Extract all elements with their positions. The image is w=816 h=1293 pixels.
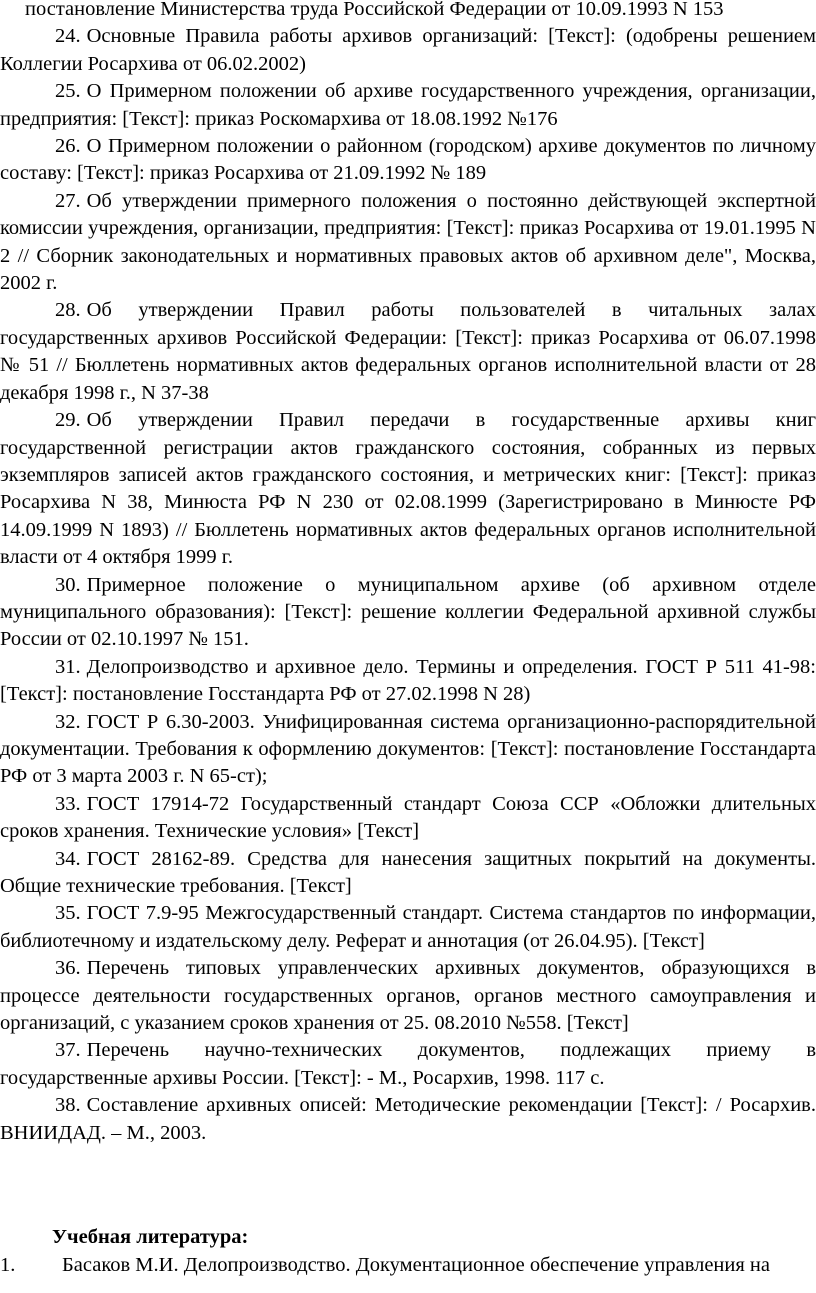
reference-number: 34. xyxy=(55,847,81,870)
reference-item xyxy=(0,1092,816,1147)
reference-item xyxy=(0,1037,816,1092)
study-list-item xyxy=(0,1252,816,1279)
reference-text: О Примерном положении об архиве государственного учреждения, организации, предприятия: [Текст]: приказ Роскомархива от 18.08.1992 №176 xyxy=(0,80,816,130)
reference-item xyxy=(0,297,816,407)
reference-item xyxy=(0,1147,816,1174)
reference-text: Составление архивных описей: Методические рекомендации [Текст]: / Росархив. ВНИИДАД. – М., 2003. xyxy=(0,1094,816,1144)
reference-text: Об утверждении Правил работы пользователей в читальных залах государственных архивов Российской Федерации: [Текст]: приказ Росархива от 06.07.1998 № 51 // Бюллетень нормативных актов федеральных органов исполнительной власти от 28 декабря 1998 г., N 37-38 xyxy=(0,299,816,404)
reference-number: 36. xyxy=(55,957,81,980)
reference-item xyxy=(0,955,816,1037)
reference-number: 37. xyxy=(55,1039,81,1062)
reference-number: 31. xyxy=(55,655,81,678)
section-heading: Учебная литература: xyxy=(52,1226,249,1249)
reference-number: 27. xyxy=(55,189,81,212)
reference-item xyxy=(0,78,816,133)
reference-item xyxy=(0,23,816,78)
reference-item xyxy=(0,846,816,901)
reference-text: Об утверждении примерного положения о постоянно действующей экспертной комиссии учреждения, организации, предприятия: [Текст]: приказ Росархива от 19.01.1995 N 2 // Сборник законодательных и нормативных правовых актов об архивном деле", Москва, 2002 г. xyxy=(0,189,816,295)
reference-text: ГОСТ 7.9-95 Межгосударственный стандарт. Система стандартов по информации, библиотечному и издательскому делу. Реферат и аннотация (от 26.04.95). [Текст] xyxy=(0,902,816,952)
reference-text: Основные Правила работы архивов организаций: [Текст]: (одобрены решением Коллегии Росархива от 06.02.2002) xyxy=(0,25,816,75)
reference-number: 29. xyxy=(55,409,81,432)
reference-item xyxy=(0,900,816,955)
reference-item xyxy=(0,791,816,846)
reference-number: 24. xyxy=(55,25,81,48)
section-spacer xyxy=(0,1174,816,1224)
reference-text: Примерное положение о муниципальном архиве (об архивном отделе муниципального образования): [Текст]: решение коллегии Федеральной архивной службы России от 02.10.1997 № 151. xyxy=(0,573,816,651)
reference-number: 25. xyxy=(55,80,81,103)
reference-number: 30. xyxy=(55,573,81,596)
reference-number: 32. xyxy=(55,710,81,733)
reference-item xyxy=(0,133,816,188)
reference-text: Делопроизводство и архивное дело. Термины и определения. ГОСТ Р 511 41-98: [Текст]: постановление Госстандарта РФ от 27.02.1998 N 28) xyxy=(0,655,816,706)
reference-text: Перечень типовых управленческих архивных документов, образующихся в процессе деятельности государственных органов, органов местного самоуправления и организаций, с указанием сроков хранения от 25. 08.2010 №558. [Текст] xyxy=(0,957,816,1035)
reference-text: ГОСТ 28162-89. Средства для нанесения защитных покрытий на документы. Общие технические требования. [Текст] xyxy=(0,847,816,897)
reference-item xyxy=(0,572,816,654)
reference-text: ГОСТ Р 6.30-2003. Унифицированная система организационно-распорядительной документации. Требования к оформлению документов: [Текст]: постановление Госстандарта РФ от 3 марта 2003 г. N 65-ст); xyxy=(0,710,816,788)
study-list-number: 1. xyxy=(0,1253,16,1276)
reference-text: постановление Министерства труда Российской Федерации от 10.09.1993 N 153 xyxy=(25,0,724,20)
reference-item xyxy=(0,407,816,571)
reference-number: 28. xyxy=(55,299,81,322)
reference-text: Об утверждении Правил передачи в государственные архивы книг государственной регистрации актов гражданского состояния, собранных из первых экземпляров записей актов гражданского состояния, и метрических книг: [Текст]: приказ Росархива N 38, Минюста РФ N 230 от 02.08.1999 (Зарегистрировано в Минюсте РФ 14.09.1999 N 1893) // Бюллетень нормативных актов федеральных органов исполнительной власти от 4 октября 1999 г. xyxy=(0,409,816,569)
reference-number: 33. xyxy=(55,792,81,815)
reference-item xyxy=(0,188,816,298)
reference-number: 35. xyxy=(55,902,81,925)
reference-text: ГОСТ 17914-72 Государственный стандарт Союза ССР «Обложки длительных сроков хранения. Технические условия» [Текст] xyxy=(0,792,816,843)
reference-text: О Примерном положении о районном (городском) архиве документов по личному составу: [Текст]: приказ Росархива от 21.09.1992 № 189 xyxy=(0,135,816,185)
reference-text: Перечень научно-технических документов, подлежащих приему в государственные архивы России. [Текст]: - М., Росархив, 1998. 117 с. xyxy=(0,1039,816,1089)
study-list-text: Басаков М.И. Делопроизводство. Документационное обеспечение управления на xyxy=(62,1253,770,1276)
reference-item xyxy=(0,0,816,23)
reference-number: 38. xyxy=(55,1094,81,1117)
reference-item xyxy=(0,709,816,791)
reference-number: 26. xyxy=(55,135,81,158)
reference-item xyxy=(0,654,816,709)
